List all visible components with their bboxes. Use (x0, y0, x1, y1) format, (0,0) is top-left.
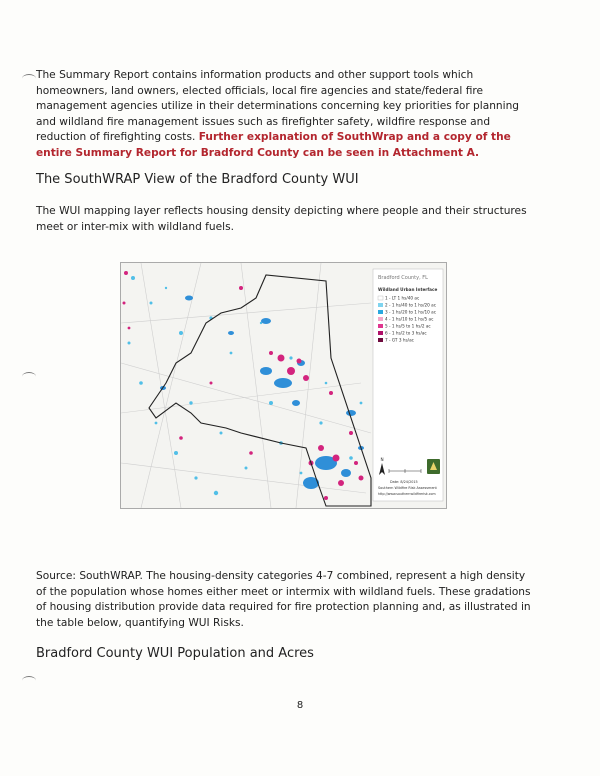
map-url: http://www.southernwildfirerisk.com (378, 492, 436, 496)
legend-swatch-6 (378, 331, 383, 335)
punch-mark (22, 74, 36, 83)
legend-swatch-2 (378, 303, 383, 307)
legend-label-3: 3 - 1 hs/20 to 1 hs/10 ac (385, 309, 437, 315)
attachment-note: Further explanation of SouthWrap and a copy of the entire Summary Report for Bradford County can be seen in Attachment A. (36, 131, 511, 159)
svg-text:N: N (380, 457, 384, 462)
legend-swatch-4 (378, 317, 383, 321)
page-number: 8 (296, 700, 304, 711)
punch-mark (22, 372, 36, 381)
wui-map-svg (121, 263, 446, 508)
legend-label-2: 2 - 1 hs/40 to 1 hs/20 ac (385, 302, 437, 308)
map-credit: Southern Wildfire Risk Assessment (378, 486, 437, 490)
section-heading-wui-view: The SouthWRAP View of the Bradford County WUI (36, 172, 359, 187)
map-title: Bradford County, FL (378, 275, 428, 281)
legend-title: Wildland Urban Interface (378, 287, 438, 292)
legend-label-1: 1 - LT 1 hs/40 ac (385, 295, 420, 301)
section-heading-population: Bradford County WUI Population and Acres (36, 646, 314, 661)
legend-label-6: 6 - 1 hs/2 to 3 hs/ac (385, 330, 427, 336)
legend-swatch-7 (378, 338, 383, 342)
legend-swatch-5 (378, 324, 383, 328)
punch-mark (22, 676, 36, 685)
map-legend (373, 269, 443, 501)
legend-swatch-3 (378, 310, 383, 314)
wui-description: The WUI mapping layer reflects housing density depicting where people and their structures meet or inter-mix with wildland fuels. (36, 205, 527, 233)
legend-label-7: 7 - GT 3 hs/ac (385, 337, 414, 343)
legend-swatch-1 (378, 296, 383, 300)
source-paragraph: Source: SouthWRAP. The housing-density categories 4-7 combined, represent a high density of the population whose homes either meet or intermix with wildland fuels. These gradations of housing distribution provide data required for fire protection planning and, as illustrated in the table below, quantifying WUI Risks. (36, 570, 531, 629)
agency-logo (427, 459, 440, 474)
legend-label-4: 4 - 1 hs/10 to 1 hs/5 ac (385, 316, 434, 322)
intro-paragraph (36, 68, 536, 162)
legend-label-5: 5 - 1 hs/5 to 1 hs/2 ac (385, 323, 431, 329)
map-date: Date: 8/24/2015 (390, 480, 418, 484)
wui-map (120, 262, 447, 509)
intro-text: The Summary Report contains information products and other support tools which homeowners, land owners, elected officials, local fire agencies and state/federal fire management agencies utilize in their determinations concerning key priorities for planning and wildland fire management issues such as firefighter safety, wildfire response and reduction of firefighting costs. (36, 69, 520, 144)
